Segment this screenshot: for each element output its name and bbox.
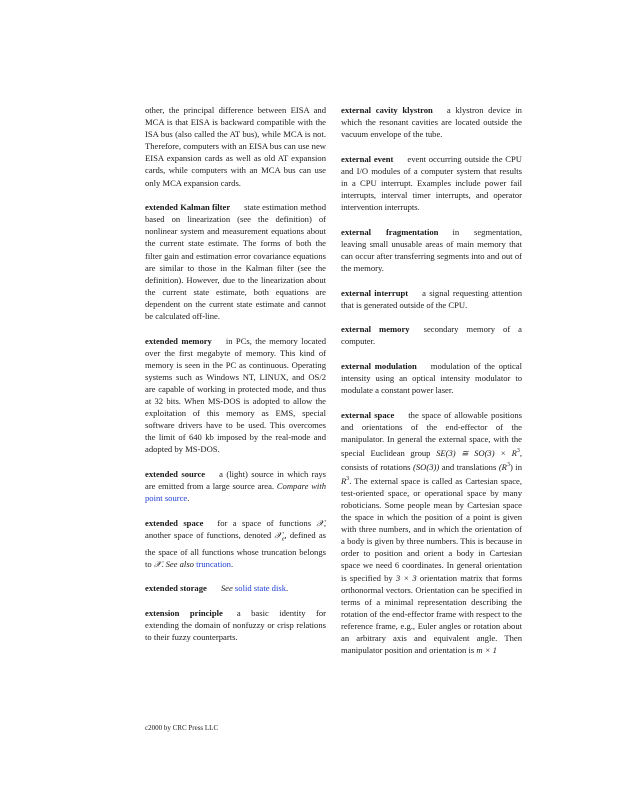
entry-definition: , another space of functions, denoted bbox=[145, 517, 327, 540]
entry-term: external space bbox=[341, 409, 395, 420]
subscript-e: e bbox=[281, 536, 285, 543]
entry-definition: orientation matrix that forms orthonormal vectors. Orientation can be specified in terms of a minimal representation describing the rotation of the end-effector frame with respect to the reference frame, e.g., Euler angles or rotation about an arbitrary axis and equivalent angle. Then manipulator position and orientation is bbox=[341, 572, 522, 656]
entry-definition: in segmentation, leaving small unusable areas of main memory that can occur after transferring segments into and out of the memory. bbox=[341, 226, 522, 274]
entry-definition: . bbox=[161, 558, 164, 569]
copyright-footer: c2000 by CRC Press LLC bbox=[145, 724, 219, 732]
entry-definition: a (light) source in which rays are emitted from a large source area. bbox=[145, 469, 326, 492]
entry-term: extension principle bbox=[145, 608, 223, 618]
entry-external-modulation bbox=[341, 360, 522, 396]
left-column bbox=[145, 104, 326, 656]
entry-term: external memory bbox=[341, 324, 410, 335]
entry-term: extended space bbox=[145, 517, 204, 528]
entry-definition: and translations bbox=[441, 461, 497, 472]
entry-definition: in PCs, the memory located over the first megabyte of memory. This kind of memory is seen in the PC as continuous. Operating systems such as Windows NT, LINUX, and OS/2 are capable of working in protected mode, and thus at 32 bits. When MS-DOS is adopted to allow the exploitation of this memory as EMS, special software drivers have to be used. This overcomes the limit of 640 kb imposed by the real-mode and adopted by MS-DOS. bbox=[145, 335, 326, 455]
entry-external-event bbox=[341, 153, 522, 213]
entry-external-memory bbox=[341, 323, 522, 347]
entry-extended-storage bbox=[145, 582, 326, 594]
entry-extended-kalman-filter bbox=[145, 201, 326, 322]
point-source-link[interactable]: point source bbox=[145, 493, 188, 504]
math-3x3: 3 × 3 bbox=[395, 572, 417, 583]
math-r: R bbox=[341, 475, 347, 486]
entry-definition: for a space of functions bbox=[217, 517, 312, 528]
entry-end: . bbox=[230, 558, 234, 569]
math-se3: SE(3) ≅ SO(3) × R bbox=[436, 447, 517, 458]
symbol-x-e: 𝒳 bbox=[274, 529, 282, 540]
entry-term: extended storage bbox=[145, 583, 207, 594]
entry-external-cavity-klystron bbox=[341, 104, 522, 140]
superscript-3: 3 bbox=[516, 448, 520, 455]
entry-definition: ) in bbox=[509, 461, 522, 472]
see-label: See bbox=[220, 583, 233, 594]
entry-definition: the space of allowable positions and orientations of the end-effector of the manipulator. In general the external space, with the special Euclidean group bbox=[341, 409, 523, 458]
solid-state-disk-link[interactable]: solid state disk bbox=[234, 583, 287, 594]
entry-definition: , consists of rotations bbox=[341, 447, 522, 472]
entry-extended-space bbox=[145, 517, 326, 570]
entry-term: extended memory bbox=[145, 335, 212, 346]
entry-definition: event occurring outside the CPU and I/O modules of a computer system that results in a CPU interrupt. Examples include power fail interrupts, interval timer interrupts, and operator intervention interrupts. bbox=[341, 153, 522, 213]
entry-definition: state estimation method based on linearization (see the definition) of nonlinear system and measurement equations about the current state estimate. The forms of both the filter gain and estimation error covariance equations are similar to those in the Kalman filter (see the definition). However, due to the linearization about the current state estimate, both equations are dependent on the current state estimate and cannot be calculated off-line. bbox=[145, 202, 326, 321]
entry-definition: a klystron device in which the resonant cavities are located outside the vacuum envelope of the tube. bbox=[341, 105, 522, 140]
entry-definition: modulation of the optical intensity using an optical intensity modulator to modulate a constant power laser. bbox=[341, 361, 522, 396]
entry-term: external fragmentation bbox=[341, 226, 439, 237]
entry-term: external interrupt bbox=[341, 287, 409, 298]
entry-extended-source bbox=[145, 468, 326, 504]
compare-label: Compare with bbox=[276, 481, 326, 492]
math-so3: (SO(3)) bbox=[412, 461, 440, 472]
superscript-3: 3 bbox=[506, 462, 510, 469]
superscript-3: 3 bbox=[346, 475, 350, 482]
entry-term: extended source bbox=[145, 469, 206, 480]
entry-term: extended Kalman filter bbox=[145, 202, 231, 213]
entry-term: external modulation bbox=[341, 361, 417, 371]
entry-external-space bbox=[341, 409, 522, 656]
math-mx1: m × 1 bbox=[476, 645, 497, 656]
entry-extension-principle bbox=[145, 607, 326, 643]
entry-definition: , defined as the space of all functions whose truncation belongs to bbox=[145, 529, 326, 569]
entry-external-fragmentation bbox=[341, 226, 522, 274]
entry-definition: secondary memory of a computer. bbox=[341, 324, 522, 347]
math-r3: (R bbox=[498, 461, 507, 472]
see-also-label: See also bbox=[165, 558, 194, 569]
entry-term: external cavity klystron bbox=[341, 105, 433, 115]
entry-definition: . The external space is called as Cartesian space, test-oriented space, or operational space by many roboticians. Some people mean by Cartesian space the space in which the position of a point is given with three numbers, and in which the orientation of a body is given by three numbers. This is because in order to position and orient a body in Cartesian space we need 6 coordinates. In general orientation is specified by bbox=[341, 475, 522, 583]
symbol-x: 𝒳 bbox=[153, 558, 162, 569]
right-column bbox=[341, 104, 522, 669]
entry-extended-memory bbox=[145, 335, 326, 456]
continuation-paragraph: other, the principal difference between EISA and MCA is that EISA is backward compatible with the ISA bus (also called the AT bus), while MCA is not. Therefore, computers with an EISA bus can use new EISA expansion cards as well as old AT expansion cards, while computers with an MCA bus can use only MCA expansion cards. bbox=[145, 105, 326, 188]
entry-external-interrupt bbox=[341, 287, 522, 311]
symbol-x: 𝒳 bbox=[316, 517, 324, 528]
entry-end: . bbox=[187, 493, 190, 504]
entry-end: . bbox=[286, 583, 289, 594]
entry-term: external event bbox=[341, 153, 394, 164]
entry-definition: a signal requesting attention that is generated outside of the CPU. bbox=[341, 287, 523, 310]
entry-definition: a basic identity for extending the domain of nonfuzzy or crisp relations to their fuzzy counterparts. bbox=[145, 608, 327, 643]
truncation-link[interactable]: truncation bbox=[196, 558, 231, 569]
